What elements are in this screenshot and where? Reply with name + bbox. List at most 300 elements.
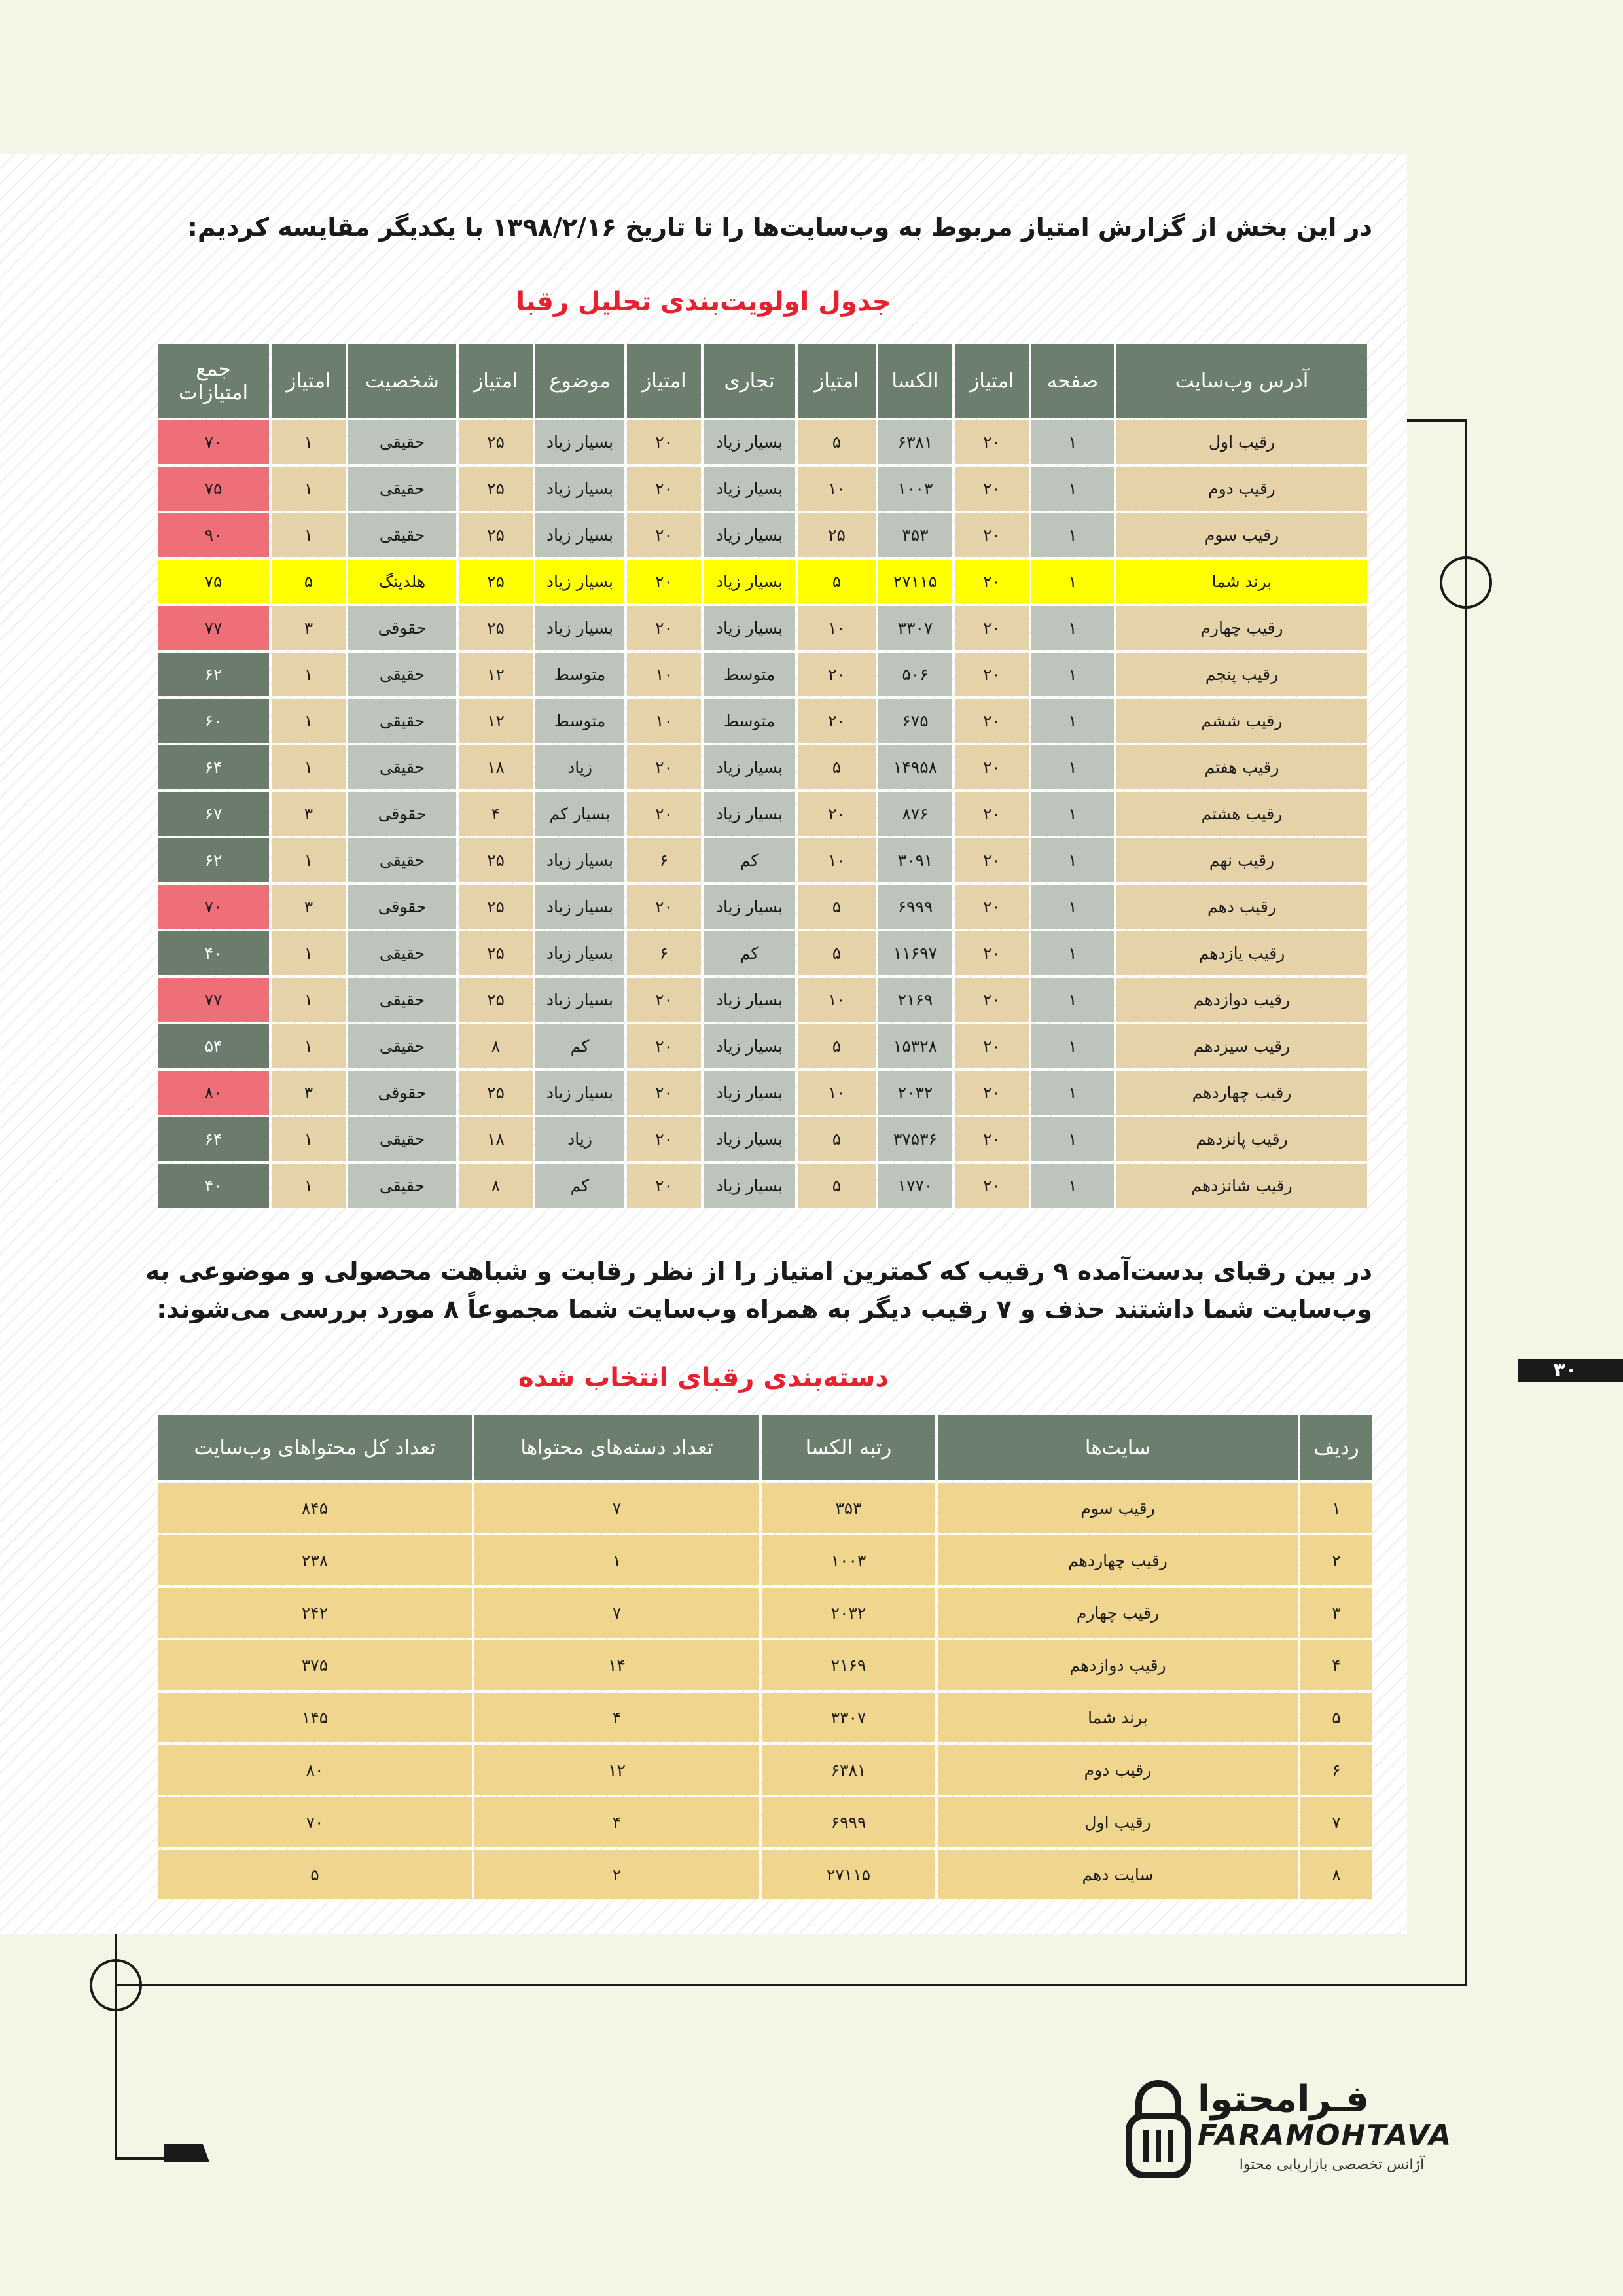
table2-cell: رقیب چهارم	[938, 1588, 1298, 1638]
table1-cell: رقیب سیزدهم	[1116, 1024, 1367, 1068]
table1-cell: ۵	[798, 560, 876, 603]
table-row	[158, 606, 1367, 650]
table1-header-cell: صفحه	[1031, 344, 1114, 418]
table1-cell: رقیب سوم	[1116, 513, 1367, 557]
table2-cell: ۵	[1300, 1693, 1372, 1742]
table-row	[158, 1640, 1372, 1690]
table-row	[158, 1117, 1367, 1161]
table1-cell: حقوقی	[348, 1071, 456, 1115]
table1-cell: ۱	[272, 838, 346, 882]
table1-cell: بسیار زیاد	[704, 745, 795, 789]
table2-header-cell: تعداد دسته‌های محتواها	[474, 1415, 759, 1480]
table1-cell: ۱	[1031, 699, 1114, 743]
table2-cell: رقیب دوازدهم	[938, 1640, 1298, 1690]
table1-header-cell: امتیاز	[272, 344, 346, 418]
table2-cell: ۳۵۳	[762, 1483, 935, 1533]
table1-header-cell: جمع امتیازات	[158, 344, 269, 418]
table1-header-cell: شخصیت	[348, 344, 456, 418]
table-row	[158, 1024, 1367, 1068]
table1-cell: ۲۰	[627, 1024, 701, 1068]
table-row	[158, 699, 1367, 743]
table1-cell: ۱۸	[459, 745, 533, 789]
table1-cell: ۳	[272, 1071, 346, 1115]
table1-cell: بسیار زیاد	[704, 792, 795, 836]
table2-cell: ۷۰	[158, 1797, 472, 1847]
table1-cell: ۳۵۳	[878, 513, 952, 557]
table1-cell: ۲۰	[798, 699, 876, 743]
table1-cell: حقیقی	[348, 978, 456, 1022]
table1-cell: حقیقی	[348, 838, 456, 882]
table1-cell: بسیار زیاد	[704, 1164, 795, 1208]
table1-cell: حقیقی	[348, 699, 456, 743]
table1-cell: ۸	[459, 1024, 533, 1068]
table-row	[158, 1797, 1372, 1847]
logo-persian-text: فـرامحتوا	[1198, 2078, 1370, 2121]
table1-cell: ۶۰	[158, 699, 269, 743]
table-row	[158, 792, 1367, 836]
page-number: ۳۰	[1518, 1359, 1623, 1382]
table1-cell: ۶۷۵	[878, 699, 952, 743]
table2-cell: ۶	[1300, 1745, 1372, 1795]
table1-cell: برند شما	[1116, 560, 1367, 603]
table1-cell: ۲۰	[955, 1164, 1029, 1208]
table1-cell: حقیقی	[348, 1117, 456, 1161]
table-row	[158, 1745, 1372, 1795]
table1-cell: رقیب هشتم	[1116, 792, 1367, 836]
table1-body	[158, 420, 1367, 1208]
table-row	[158, 885, 1367, 929]
table1-cell: ۲۰	[955, 560, 1029, 603]
table1-cell: ۱۰	[798, 1071, 876, 1115]
table1-cell: رقیب شانزدهم	[1116, 1164, 1367, 1208]
table1-cell: بسیار زیاد	[535, 1071, 624, 1115]
table1-cell: زیاد	[535, 1117, 624, 1161]
table1-cell: ۵۰۶	[878, 653, 952, 696]
table1-cell: ۲۰	[955, 653, 1029, 696]
table1-cell: ۱	[272, 467, 346, 511]
lock-logo-icon	[1122, 2078, 1194, 2183]
table2-cell: ۴	[1300, 1640, 1372, 1690]
frame-line-bottom	[115, 1984, 1467, 1986]
table1-cell: ۲۰۳۲	[878, 1071, 952, 1115]
table1-cell: ۲۰	[955, 792, 1029, 836]
table-row	[158, 467, 1367, 511]
table1-cell: ۱	[272, 1117, 346, 1161]
table1-cell: ۱	[1031, 420, 1114, 464]
table2-cell: ۲	[474, 1850, 759, 1899]
table1-cell: بسیار زیاد	[704, 513, 795, 557]
table1-cell: ۱۰	[798, 606, 876, 650]
table1-cell: حقیقی	[348, 1024, 456, 1068]
table1-cell: ۱	[1031, 560, 1114, 603]
table1-cell: ۲۰	[627, 513, 701, 557]
table1-cell: ۲۰	[627, 792, 701, 836]
brand-logo	[1122, 2078, 1469, 2183]
table1-cell: ۳۷۵۳۶	[878, 1117, 952, 1161]
table1-cell: رقیب اول	[1116, 420, 1367, 464]
table2-header-cell: ردیف	[1300, 1415, 1372, 1480]
table1-cell: حقیقی	[348, 467, 456, 511]
table1-cell: ۲۰	[627, 885, 701, 929]
table1-cell: ۱۲	[459, 699, 533, 743]
table1-cell: ۲۰	[627, 978, 701, 1022]
table1-header-cell: امتیاز	[459, 344, 533, 418]
table1-cell: ۲۵	[459, 467, 533, 511]
table1-cell: حقوقی	[348, 792, 456, 836]
table1-cell: ۲۵	[459, 513, 533, 557]
table1-cell: هلدینگ	[348, 560, 456, 603]
table-row	[158, 978, 1367, 1022]
selected-competitors-table	[155, 1412, 1375, 1902]
table1-cell: بسیار زیاد	[704, 1117, 795, 1161]
table1-cell: بسیار زیاد	[704, 1071, 795, 1115]
table1-cell: ۲۰	[627, 1071, 701, 1115]
table1-cell: حقیقی	[348, 513, 456, 557]
intro-text: در این بخش از گزارش امتیاز مربوط به وب‌سایت‌ها را تا تاریخ ۱۳۹۸/۲/۱۶ با یکدیگر مقایسه کردیم:	[187, 213, 1372, 242]
table2-cell: ۵	[158, 1850, 472, 1899]
table1-cell: کم	[535, 1024, 624, 1068]
table1-cell: ۴	[459, 792, 533, 836]
table1-cell: ۲۰	[798, 792, 876, 836]
table1-cell: ۲۷۱۱۵	[878, 560, 952, 603]
table1-cell: ۱۰	[627, 699, 701, 743]
table1-cell: ۲۰	[955, 745, 1029, 789]
table1-cell: بسیار زیاد	[704, 606, 795, 650]
table1-cell: رقیب ششم	[1116, 699, 1367, 743]
table1-cell: رقیب نهم	[1116, 838, 1367, 882]
table2-cell: ۷	[1300, 1797, 1372, 1847]
table2-cell: ۴	[474, 1797, 759, 1847]
table1-cell: ۱	[1031, 885, 1114, 929]
table2-header-cell: تعداد کل محتواهای وب‌سایت	[158, 1415, 472, 1480]
table-row	[158, 1164, 1367, 1208]
table1-cell: بسیار زیاد	[535, 467, 624, 511]
table1-cell: ۱	[272, 699, 346, 743]
table1-cell: ۶۹۹۹	[878, 885, 952, 929]
table1-cell: بسیار زیاد	[535, 420, 624, 464]
table1-cell: رقیب چهاردهم	[1116, 1071, 1367, 1115]
table1-cell: ۵	[798, 745, 876, 789]
table1-cell: ۱	[1031, 1117, 1114, 1161]
table1-cell: ۱۲	[459, 653, 533, 696]
competitor-priority-table	[155, 342, 1370, 1210]
table1-cell: ۱۷۷۰	[878, 1164, 952, 1208]
table1-cell: ۳۳۰۷	[878, 606, 952, 650]
table1-cell: بسیار زیاد	[704, 467, 795, 511]
table1-cell: ۵	[798, 885, 876, 929]
table1-cell: متوسط	[535, 653, 624, 696]
table2-cell: ۲۰۳۲	[762, 1588, 935, 1638]
table1-cell: ۲۵	[459, 931, 533, 975]
table2-cell: ۱	[474, 1535, 759, 1585]
table1-cell: ۲۵	[798, 513, 876, 557]
table2-cell: ۶۹۹۹	[762, 1797, 935, 1847]
table1-cell: ۲۵	[459, 606, 533, 650]
table1-cell: ۵	[798, 1024, 876, 1068]
table1-cell: ۵	[272, 560, 346, 603]
frame-circle-right	[1440, 556, 1492, 609]
table1-cell: کم	[704, 931, 795, 975]
table1-cell: ۳	[272, 792, 346, 836]
table1-cell: ۲۰	[955, 931, 1029, 975]
table1-cell: ۱۰	[798, 838, 876, 882]
table1-header-cell: تجاری	[704, 344, 795, 418]
table1-cell: ۲۰	[955, 513, 1029, 557]
table2-cell: رقیب چهاردهم	[938, 1535, 1298, 1585]
table1-cell: رقیب دوازدهم	[1116, 978, 1367, 1022]
table-row	[158, 1693, 1372, 1742]
table1-cell: ۱	[272, 1024, 346, 1068]
table1-cell: ۷۷	[158, 978, 269, 1022]
table1-cell: حقوقی	[348, 885, 456, 929]
table1-cell: ۱	[1031, 1164, 1114, 1208]
table2-cell: ۱۴	[474, 1640, 759, 1690]
table1-cell: بسیار زیاد	[535, 978, 624, 1022]
table1-cell: بسیار زیاد	[704, 560, 795, 603]
table1-header-cell: امتیاز	[627, 344, 701, 418]
table1-cell: حقیقی	[348, 1164, 456, 1208]
table1-cell: بسیار زیاد	[535, 606, 624, 650]
table1-header-cell: آدرس وب‌سایت	[1116, 344, 1367, 418]
table1-cell: ۶۳۸۱	[878, 420, 952, 464]
table1-cell: ۲۵	[459, 978, 533, 1022]
logo-tagline: آژانس تخصصی بازاریابی محتوا	[1239, 2157, 1425, 2173]
table2-cell: برند شما	[938, 1693, 1298, 1742]
table2-cell: رقیب دوم	[938, 1745, 1298, 1795]
table1-cell: ۱	[1031, 931, 1114, 975]
table-row	[158, 931, 1367, 975]
table1-cell: ۲۰	[955, 467, 1029, 511]
table1-cell: ۱۸	[459, 1117, 533, 1161]
table1-cell: ۳۰۹۱	[878, 838, 952, 882]
table-row	[158, 1535, 1372, 1585]
table1-cell: ۱	[272, 931, 346, 975]
table2-cell: ۷	[474, 1588, 759, 1638]
table1-cell: ۷۰	[158, 885, 269, 929]
table1-cell: ۷۷	[158, 606, 269, 650]
table1-cell: حقیقی	[348, 745, 456, 789]
table2-cell: ۳۳۰۷	[762, 1693, 935, 1742]
table1-cell: ۲۰	[955, 606, 1029, 650]
table1-cell: ۱	[1031, 653, 1114, 696]
table2-title: دسته‌بندی رقبای انتخاب شده	[518, 1363, 889, 1393]
table2-cell: رقیب اول	[938, 1797, 1298, 1847]
table1-cell: ۱	[272, 745, 346, 789]
table1-cell: ۲۰	[627, 606, 701, 650]
table1-cell: ۳	[272, 885, 346, 929]
table2-cell: ۸۴۵	[158, 1483, 472, 1533]
table1-cell: کم	[535, 1164, 624, 1208]
table1-cell: کم	[704, 838, 795, 882]
table1-cell: ۵	[798, 1117, 876, 1161]
table1-cell: ۲۰	[627, 1117, 701, 1161]
table1-header-cell: الکسا	[878, 344, 952, 418]
table1-cell: ۶۴	[158, 1117, 269, 1161]
table1-cell: بسیار زیاد	[704, 978, 795, 1022]
table1-cell: ۲۵	[459, 838, 533, 882]
table1-cell: ۱	[1031, 978, 1114, 1022]
table1-cell: بسیار کم	[535, 792, 624, 836]
table1-cell: رقیب چهارم	[1116, 606, 1367, 650]
table1-cell: حقیقی	[348, 653, 456, 696]
table1-cell: ۲۰	[798, 653, 876, 696]
table1-cell: ۱	[1031, 513, 1114, 557]
table-row	[158, 513, 1367, 557]
table1-cell: ۱	[272, 420, 346, 464]
table1-cell: رقیب دوم	[1116, 467, 1367, 511]
table1-cell: ۱	[1031, 606, 1114, 650]
table1-cell: ۶۷	[158, 792, 269, 836]
table2-cell: سایت دهم	[938, 1850, 1298, 1899]
table2-cell: ۱۴۵	[158, 1693, 472, 1742]
table1-cell: ۷۵	[158, 560, 269, 603]
table1-cell: ۸	[459, 1164, 533, 1208]
table1-cell: ۸۷۶	[878, 792, 952, 836]
table1-cell: بسیار زیاد	[704, 885, 795, 929]
table1-cell: ۱۰۰۳	[878, 467, 952, 511]
table2-cell: ۴	[474, 1693, 759, 1742]
table1-cell: ۱	[1031, 1071, 1114, 1115]
table1-cell: ۲۵	[459, 560, 533, 603]
table1-cell: ۲۰	[627, 560, 701, 603]
table1-cell: ۱	[272, 978, 346, 1022]
frame-line-right	[1465, 419, 1467, 1986]
table1-cell: ۲۰	[627, 467, 701, 511]
table1-cell: ۲۱۶۹	[878, 978, 952, 1022]
table1-cell: ۲۰	[955, 1024, 1029, 1068]
table-row	[158, 653, 1367, 696]
table2-cell: ۱	[1300, 1483, 1372, 1533]
table1-cell: ۱۵۳۲۸	[878, 1024, 952, 1068]
table1-header-cell: موضوع	[535, 344, 624, 418]
table1-cell: ۲۰	[955, 838, 1029, 882]
table1-header-row	[158, 344, 1367, 418]
table1-cell: ۱	[1031, 467, 1114, 511]
table1-cell: ۵	[798, 1164, 876, 1208]
table1-cell: ۱۱۶۹۷	[878, 931, 952, 975]
frame-line-top-right	[1407, 419, 1467, 422]
table-row	[158, 560, 1367, 603]
table1-cell: ۱	[1031, 1024, 1114, 1068]
table1-cell: ۱۰	[798, 467, 876, 511]
table1-cell: بسیار زیاد	[535, 838, 624, 882]
table1-cell: ۲۵	[459, 1071, 533, 1115]
frame-foot-block	[164, 2144, 209, 2162]
table1-cell: ۱	[1031, 792, 1114, 836]
table1-cell: بسیار زیاد	[704, 420, 795, 464]
table1-cell: ۴۰	[158, 1164, 269, 1208]
table2-cell: ۶۳۸۱	[762, 1745, 935, 1795]
table1-cell: ۹۰	[158, 513, 269, 557]
table1-cell: ۷۰	[158, 420, 269, 464]
table1-cell: ۲۵	[459, 885, 533, 929]
table1-cell: ۶۲	[158, 838, 269, 882]
table1-cell: رقیب پانزدهم	[1116, 1117, 1367, 1161]
table2-cell: ۱۰۰۳	[762, 1535, 935, 1585]
table1-cell: ۲۰	[955, 420, 1029, 464]
table2-cell: ۲	[1300, 1535, 1372, 1585]
table1-cell: رقیب هفتم	[1116, 745, 1367, 789]
table1-cell: ۷۵	[158, 467, 269, 511]
table1-cell: ۱	[1031, 838, 1114, 882]
table1-cell: ۵	[798, 420, 876, 464]
table1-title: جدول اولویت‌بندی تحلیل رقبا	[516, 287, 891, 317]
table1-cell: ۲۰	[955, 699, 1029, 743]
table1-cell: ۱۴۹۵۸	[878, 745, 952, 789]
table2-body	[158, 1483, 1372, 1899]
table2-header-cell: سایت‌ها	[938, 1415, 1298, 1480]
table1-cell: حقوقی	[348, 606, 456, 650]
table2-cell: رقیب سوم	[938, 1483, 1298, 1533]
table1-cell: ۱	[1031, 745, 1114, 789]
table1-cell: متوسط	[535, 699, 624, 743]
table2-cell: ۷	[474, 1483, 759, 1533]
table-row	[158, 1071, 1367, 1115]
table1-cell: ۶	[627, 838, 701, 882]
table1-cell: بسیار زیاد	[704, 1024, 795, 1068]
table-row	[158, 420, 1367, 464]
table1-cell: ۲۰	[627, 420, 701, 464]
table-row	[158, 838, 1367, 882]
table1-cell: ۲۰	[955, 1071, 1029, 1115]
table2-cell: ۲۴۲	[158, 1588, 472, 1638]
table2-cell: ۲۳۸	[158, 1535, 472, 1585]
table1-cell: ۲۰	[955, 1117, 1029, 1161]
table1-cell: زیاد	[535, 745, 624, 789]
table-row	[158, 1483, 1372, 1533]
frame-circle-left	[90, 1959, 142, 2011]
table1-cell: ۸۰	[158, 1071, 269, 1115]
table1-cell: ۵۴	[158, 1024, 269, 1068]
table1-cell: حقیقی	[348, 931, 456, 975]
table1-cell: بسیار زیاد	[535, 513, 624, 557]
table1-cell: ۲۰	[955, 885, 1029, 929]
table1-cell: ۵	[798, 931, 876, 975]
table1-cell: ۱	[272, 653, 346, 696]
table1-cell: ۲۰	[955, 978, 1029, 1022]
table2-cell: ۳	[1300, 1588, 1372, 1638]
frame-line-left-foot	[115, 2157, 164, 2160]
table1-cell: ۲۰	[627, 1164, 701, 1208]
table1-cell: رقیب دهم	[1116, 885, 1367, 929]
table1-cell: متوسط	[704, 653, 795, 696]
table1-header-cell: امتیاز	[798, 344, 876, 418]
table1-cell: بسیار زیاد	[535, 560, 624, 603]
table-row	[158, 1588, 1372, 1638]
table2-header-cell: رتبه الکسا	[762, 1415, 935, 1480]
table-row	[158, 1850, 1372, 1899]
table2-cell: ۲۷۱۱۵	[762, 1850, 935, 1899]
logo-latin-text: FARAMOHTAVA	[1198, 2119, 1453, 2152]
summary-text: در بین رقبای بدست‌آمده ۹ رقیب که کمترین امتیاز را از نظر رقابت و شباهت محصولی و موضوعی به وب‌سایت شما داشتند حذف و ۷ رقیب دیگر به همراه وب‌سایت شما مجموعاً ۸ مورد بررسی می‌شوند:	[145, 1257, 1372, 1323]
table1-cell: ۱	[272, 1164, 346, 1208]
table2-cell: ۱۲	[474, 1745, 759, 1795]
table1-cell: ۲۵	[459, 420, 533, 464]
table1-cell: ۶	[627, 931, 701, 975]
table1-cell: ۶۴	[158, 745, 269, 789]
table2-cell: ۸۰	[158, 1745, 472, 1795]
table1-header-cell: امتیاز	[955, 344, 1029, 418]
table1-cell: رقیب یازدهم	[1116, 931, 1367, 975]
table2-header-row	[158, 1415, 1372, 1480]
table1-cell: ۱	[272, 513, 346, 557]
table1-cell: ۱۰	[627, 653, 701, 696]
table2-cell: ۲۱۶۹	[762, 1640, 935, 1690]
table1-cell: متوسط	[704, 699, 795, 743]
table1-cell: بسیار زیاد	[535, 885, 624, 929]
table1-cell: ۱۰	[798, 978, 876, 1022]
table-row	[158, 745, 1367, 789]
